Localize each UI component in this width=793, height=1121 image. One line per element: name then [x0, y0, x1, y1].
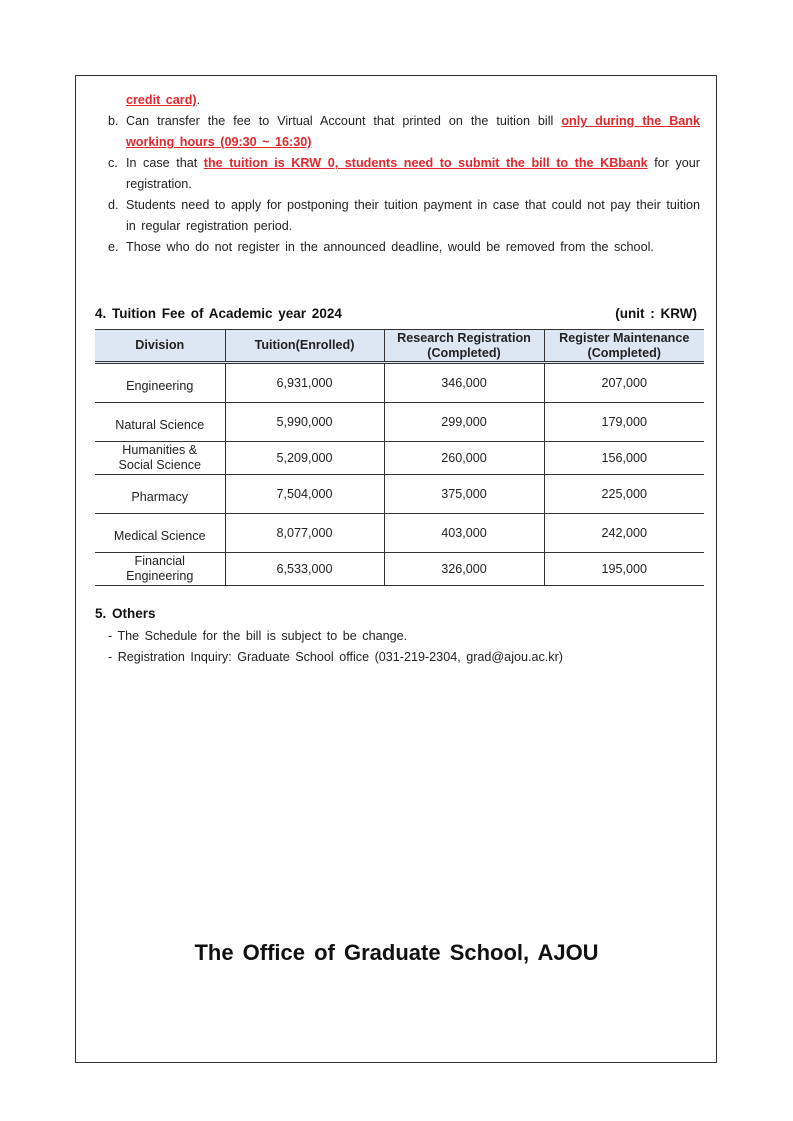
column-header: Division [95, 330, 225, 363]
highlighted-text: the tuition is KRW 0, students need to submit the bill to the KBbank [203, 156, 648, 170]
maintenance-cell: 179,000 [544, 403, 704, 442]
tuition-cell: 5,209,000 [225, 442, 384, 475]
highlighted-text: credit card) [126, 93, 197, 107]
table-row [95, 553, 704, 586]
table-row [95, 442, 704, 475]
item-text: Those who do not register in the announced deadline, would be removed from the school. [126, 240, 654, 254]
research-cell: 403,000 [384, 514, 544, 553]
maintenance-cell: 242,000 [544, 514, 704, 553]
tuition-cell: 6,931,000 [225, 363, 384, 403]
others-list [108, 626, 563, 668]
maintenance-cell: 195,000 [544, 553, 704, 586]
table-header-row [95, 330, 704, 363]
tuition-section-title: 4. Tuition Fee of Academic year 2024 [95, 306, 342, 321]
item-marker: d. [108, 198, 119, 212]
tuition-cell: 8,077,000 [225, 514, 384, 553]
others-line: - Registration Inquiry: Graduate School office (031-219-2304, grad@ajou.ac.kr) [108, 650, 563, 664]
division-cell: Natural Science [95, 403, 225, 442]
table-row [95, 514, 704, 553]
maintenance-cell: 156,000 [544, 442, 704, 475]
item-text: In case that [126, 156, 204, 170]
division-cell: Pharmacy [95, 475, 225, 514]
item-marker: b. [108, 114, 119, 128]
research-cell: 346,000 [384, 363, 544, 403]
research-cell: 326,000 [384, 553, 544, 586]
notice-item [108, 237, 700, 258]
tuition-cell: 7,504,000 [225, 475, 384, 514]
item-marker: c. [108, 156, 118, 170]
others-section-title: 5. Others [95, 606, 156, 621]
item-text: for your registration. [126, 156, 700, 191]
item-marker: e. [108, 240, 119, 254]
notice-item [108, 111, 700, 153]
item-text: . [196, 93, 201, 107]
notice-item [108, 90, 700, 111]
notice-list [108, 90, 700, 258]
maintenance-cell: 207,000 [544, 363, 704, 403]
item-text: Can transfer the fee to Virtual Account that printed on the tuition bill [126, 114, 562, 128]
notice-item [108, 153, 700, 195]
research-cell: 260,000 [384, 442, 544, 475]
tuition-cell: 6,533,000 [225, 553, 384, 586]
table-row [95, 475, 704, 514]
tuition-cell: 5,990,000 [225, 403, 384, 442]
division-cell: Medical Science [95, 514, 225, 553]
research-cell: 299,000 [384, 403, 544, 442]
division-cell: Financial Engineering [95, 553, 225, 586]
highlighted-text: only during the Bank working hours (09:30 ~ 16:30) [126, 114, 700, 149]
footer-signature: The Office of Graduate School, AJOU [194, 940, 599, 965]
column-header: Research Registration (Completed) [384, 330, 544, 363]
maintenance-cell: 225,000 [544, 475, 704, 514]
division-cell: Engineering [95, 363, 225, 403]
tuition-fee-table [95, 329, 704, 586]
table-row [95, 363, 704, 403]
division-cell: Humanities & Social Science [95, 442, 225, 475]
item-text: Students need to apply for postponing their tuition payment in case that could not pay their tuition in regular registration period. [126, 198, 700, 233]
others-line: - The Schedule for the bill is subject to be change. [108, 629, 408, 643]
table-row [95, 403, 704, 442]
research-cell: 375,000 [384, 475, 544, 514]
column-header: Tuition(Enrolled) [225, 330, 384, 363]
tuition-unit-label: (unit : KRW) [615, 306, 697, 321]
column-header: Register Maintenance (Completed) [544, 330, 704, 363]
notice-item [108, 195, 700, 237]
